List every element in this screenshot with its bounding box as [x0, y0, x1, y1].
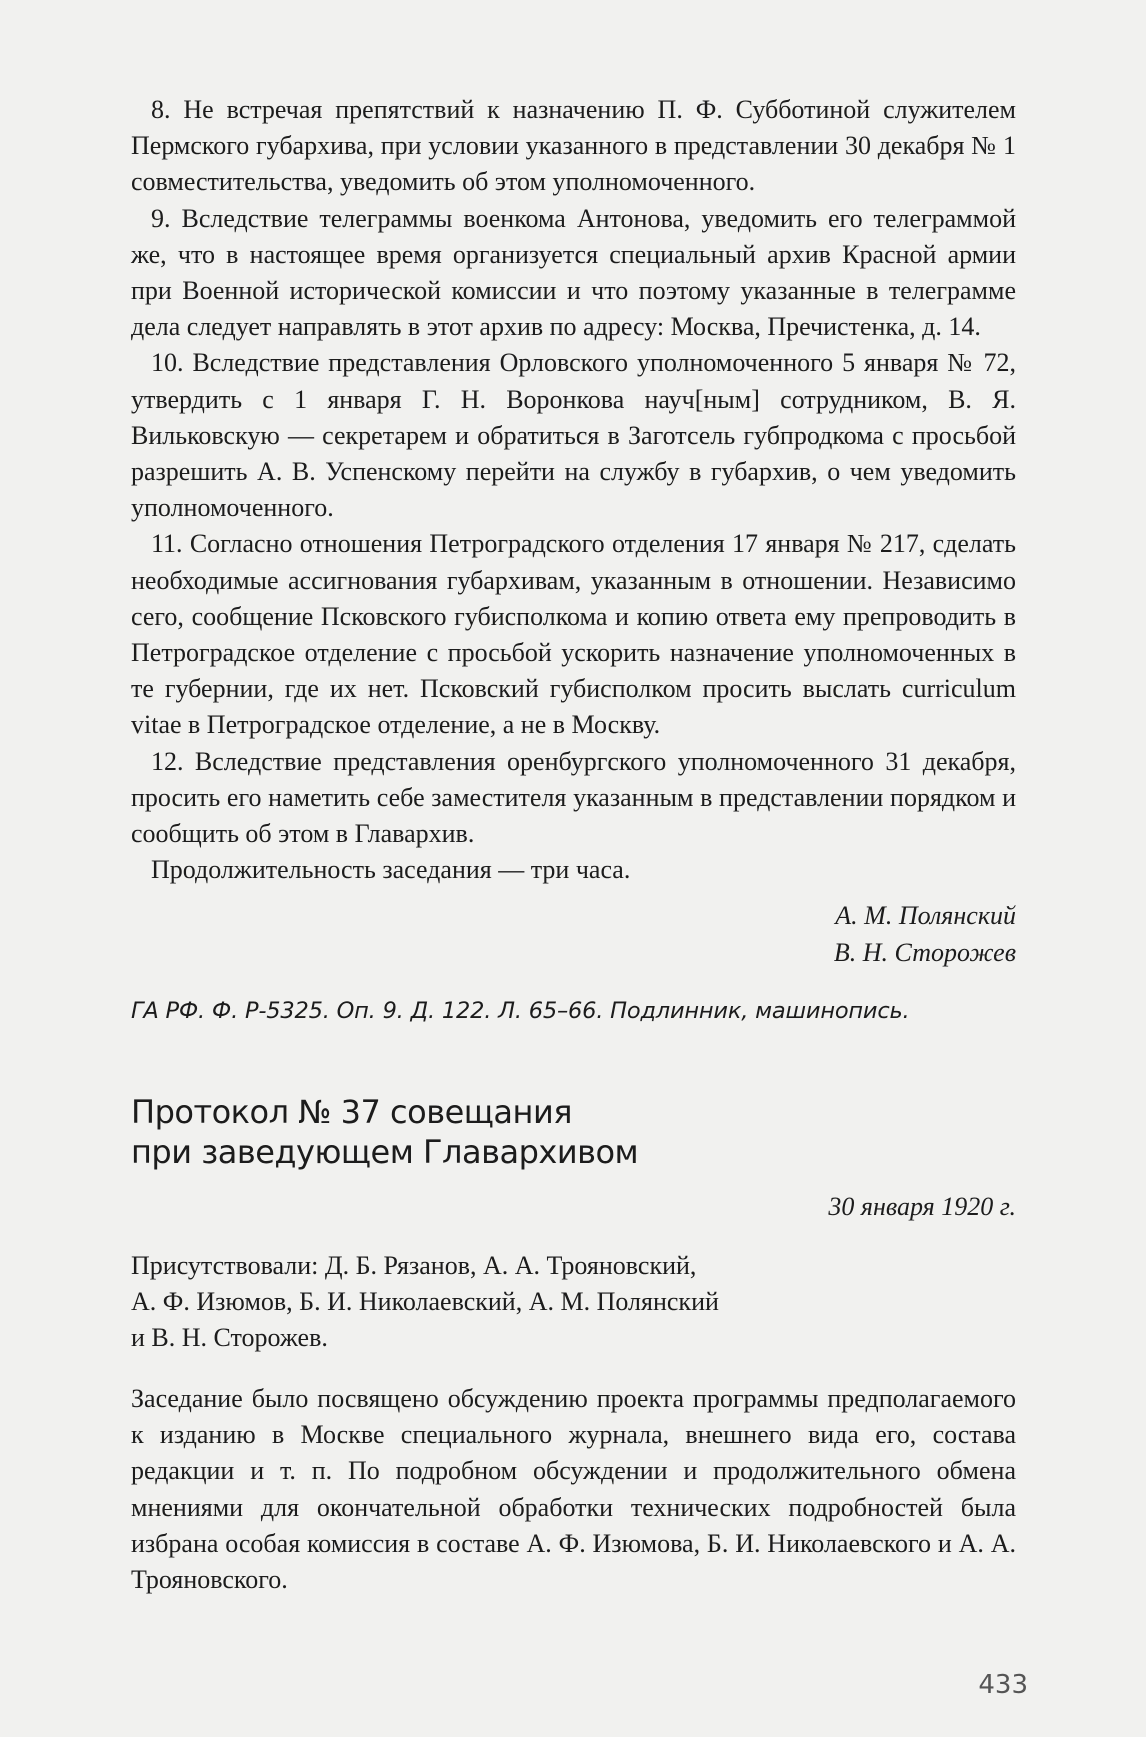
item-9: 9. Вследствие телеграммы военкома Антонова, уведомить его телеграммой же, что в настоящее время организуется специальный архив Красной армии при Военной исторической комиссии и что поэтому указанные в телеграмме дела следует направлять в этот архив по адресу: Москва, Пречистенка, д. 14. [131, 203, 1016, 342]
heading-line-1: Протокол № 37 совещания [131, 1093, 572, 1131]
document-heading [131, 1092, 638, 1172]
item-12: 12. Вследствие представления оренбургского уполномоченного 31 декабря, просить его наметить себе заместителя указанным в представлении порядком и сообщить об этом в Главархив. [131, 746, 1016, 849]
document-date: 30 января 1920 г. [828, 1192, 1016, 1221]
meeting-summary [131, 1381, 1016, 1598]
summary-text: Заседание было посвящено обсуждению проекта программы предполагаемого к изданию в Москве специального журнала, внешнего вида его, состава редакции и т. п. По подробном обсуждении и продолжительного обмена мнениями для окончательной обработки технических подробностей была избрана особая комиссия в составе А. Ф. Изюмова, Б. И. Николаевского и А. А. Трояновского. [131, 1384, 1016, 1595]
item-8: 8. Не встречая препятствий к назначению П. Ф. Субботиной служителем Пермского губархива, при условии указанного в представлении 30 декабря № 1 совместительства, уведомить об этом уполномоченного. [131, 95, 1016, 197]
heading-line-2: при заведующем Главархивом [131, 1133, 639, 1171]
attendees-line-2: А. Ф. Изюмов, Б. И. Николаевский, А. М. Полянский [131, 1287, 719, 1317]
meeting-duration: Продолжительность заседания — три часа. [151, 855, 631, 885]
signature-storozhev: В. Н. Сторожев [833, 938, 1016, 967]
item-11: 11. Согласно отношения Петроградского отделения 17 января № 217, сделать необходимые ассигнования губархивам, указанным в отношении. Независимо сего, сообщение Псковского губисполкома и копию ответа ему препроводить в Петроградское отделение с просьбой ускорить назначение уполномоченных в те губернии, где их нет. Псковский губисполком просить выслать curriculum vitae в Петроградское отделение, а не в Москву. [131, 529, 1016, 740]
archive-reference: ГА РФ. Ф. Р-5325. Оп. 9. Д. 122. Л. 65–66. Подлинник, машинопись. [131, 998, 910, 1024]
attendees-line-1: Присутствовали: Д. Б. Рязанов, А. А. Трояновский, [131, 1251, 697, 1280]
attendees-line-3: и В. Н. Сторожев. [131, 1323, 328, 1353]
protocol-items [131, 92, 1016, 888]
item-10: 10. Вследствие представления Орловского уполномоченного 5 января № 72, утвердить с 1 января Г. Н. Воронкова науч[ным] сотрудником, В. Я. Вильковскую — секретарем и обратиться в Заготсель губпродкома с просьбой разрешить А. В. Успенскому перейти на службу в губархив, о чем уведомить уполномоченного. [131, 348, 1016, 523]
page-number: 433 [978, 1670, 1028, 1700]
attendees-list [131, 1248, 831, 1357]
signature-polyansky: А. М. Полянский [835, 901, 1016, 930]
